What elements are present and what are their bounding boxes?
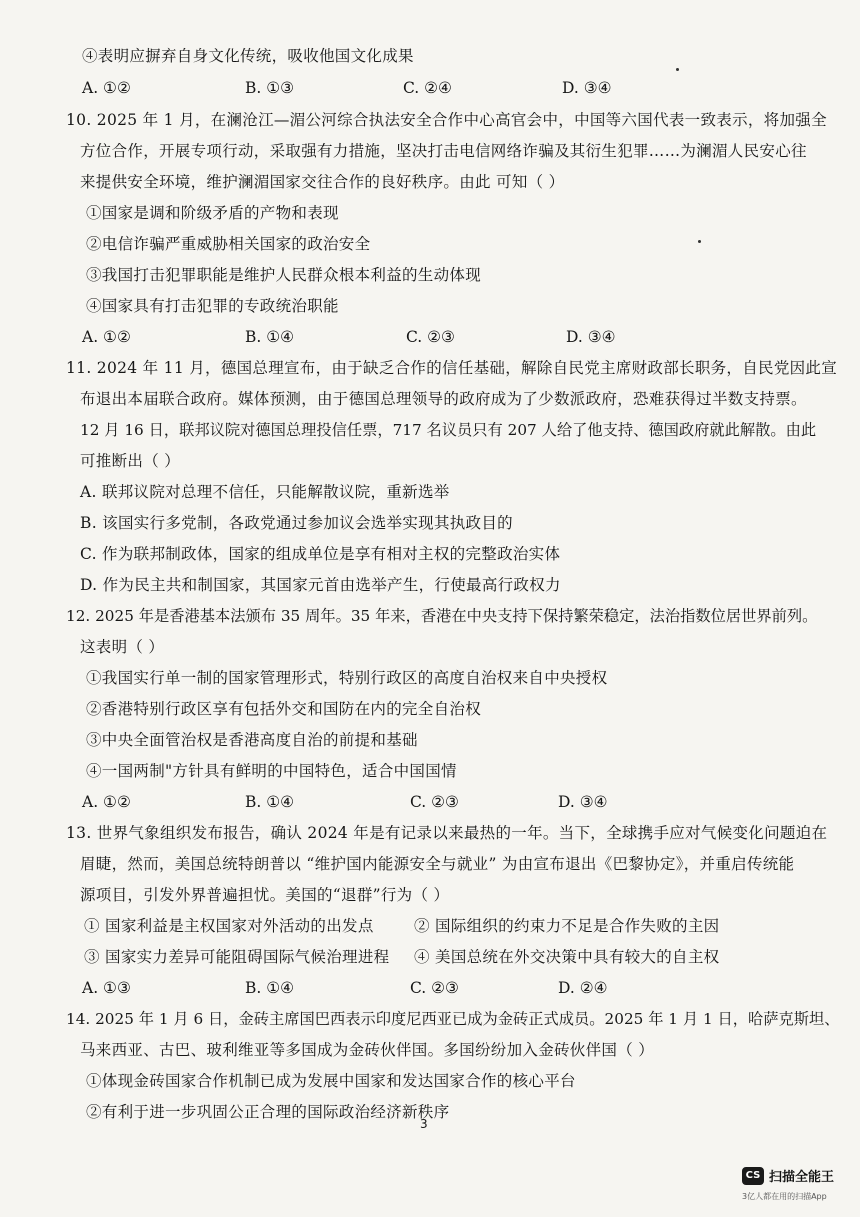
camscanner-logo-icon: CS [742, 1167, 764, 1185]
q11-option-d: D. 作为民主共和制国家，其国家元首由选举产生，行使最高行政权力 [80, 576, 561, 594]
q11-option-c: C. 作为联邦制政体，国家的组成单位是享有相对主权的完整政治实体 [80, 545, 561, 563]
q14-item-2: ②有利于进一步巩固公正合理的国际政治经济新秩序 [86, 1103, 450, 1121]
q12-option-a: A. ①② [82, 793, 131, 811]
q13-item-4: ④ 美国总统在外交决策中具有较大的自主权 [414, 948, 720, 966]
q14-stem-line-2: 马来西亚、古巴、玻利维亚等多国成为金砖伙伴国。多国纷纷加入金砖伙伴国（ ） [80, 1041, 655, 1059]
q9-option-d: D. ③④ [562, 79, 612, 97]
q13-stem-line-2: 眉睫，然而，美国总统特朗普以 “维护国内能源安全与就业” 为由宣布退出《巴黎协定》，并重启传统能 [80, 855, 795, 873]
q10-stem-line-2: 方位合作，开展专项行动，采取强有力措施，坚决打击电信网络诈骗及其衍生犯罪……为澜湄人民安心往 [80, 142, 807, 160]
q9-option-b: B. ①③ [245, 79, 295, 97]
q12-item-2: ②香港特别行政区享有包括外交和国防在内的完全自治权 [86, 700, 482, 718]
q12-stem-line-1: 12. 2025 年是香港基本法颁布 35 周年。35 年来，香港在中央支持下保持繁荣稳定，法治指数位居世界前列。 [66, 607, 818, 625]
q10-stem-line-3: 来提供安全环境，维护澜湄国家交往合作的良好秩序。由此 可知（ ） [80, 173, 565, 191]
q9-option-a: A. ①② [82, 79, 131, 97]
q11-stem-line-1: 11. 2024 年 11 月，德国总理宣布，由于缺乏合作的信任基础，解除自民党主席财政部长职务，自民党因此宣 [66, 359, 838, 377]
scan-speck [676, 68, 679, 71]
scanner-watermark [742, 1163, 842, 1207]
q10-option-a: A. ①② [82, 328, 131, 346]
scan-speck [698, 240, 701, 243]
page-number: 3 [420, 1117, 428, 1131]
q12-option-d: D. ③④ [558, 793, 608, 811]
q9-item-4: ④表明应摒弃自身文化传统，吸收他国文化成果 [82, 47, 414, 65]
q13-item-1: ① 国家利益是主权国家对外活动的出发点 [84, 917, 374, 935]
q11-stem-line-4: 可推断出（ ） [80, 452, 181, 470]
q11-option-b: B. 该国实行多党制，各政党通过参加议会选举实现其执政目的 [80, 514, 513, 532]
q14-stem-line-1: 14. 2025 年 1 月 6 日，金砖主席国巴西表示印度尼西亚已成为金砖正式成员。2025 年 1 月 1 日，哈萨克斯坦、 [66, 1010, 840, 1028]
q12-item-3: ③中央全面管治权是香港高度自治的前提和基础 [86, 731, 418, 749]
q10-item-2: ②电信诈骗严重威胁相关国家的政治安全 [86, 235, 371, 253]
q12-item-1: ①我国实行单一制的国家管理形式，特别行政区的高度自治权来自中央授权 [86, 669, 608, 687]
q13-option-a: A. ①③ [82, 979, 131, 997]
q11-option-a: A. 联邦议院对总理不信任，只能解散议院，重新选举 [80, 483, 450, 501]
q12-item-4: ④一国两制"方针具有鲜明的中国特色，适合中国国情 [86, 762, 457, 780]
q11-stem-line-3: 12 月 16 日，联邦议院对德国总理投信任票，717 名议员只有 207 人给了他支持、德国政府就此解散。由此 [80, 421, 817, 439]
q13-stem-line-1: 13. 世界气象组织发布报告，确认 2024 年是有记录以来最热的一年。当下，全球携手应对气候变化问题迫在 [66, 824, 828, 842]
q13-option-d: D. ②④ [558, 979, 608, 997]
q13-item-3: ③ 国家实力差异可能阻碍国际气候治理进程 [84, 948, 390, 966]
watermark-tagline: 3亿人都在用的扫描App [742, 1192, 827, 1201]
q13-option-b: B. ①④ [245, 979, 295, 997]
q10-option-d: D. ③④ [566, 328, 616, 346]
q10-item-3: ③我国打击犯罪职能是维护人民群众根本利益的生动体现 [86, 266, 482, 284]
q13-option-c: C. ②③ [410, 979, 459, 997]
q11-stem-line-2: 布退出本届联合政府。媒体预测，由于德国总理领导的政府成为了少数派政府，恐难获得过半数支持票。 [80, 390, 807, 408]
watermark-app-name: 扫描全能王 [769, 1170, 835, 1185]
q13-stem-line-3: 源项目，引发外界普遍担忧。美国的“退群”行为（ ） [80, 886, 450, 904]
q10-stem-line-1: 10. 2025 年 1 月，在澜沧江—湄公河综合执法安全合作中心高官会中，中国等六国代表一致表示，将加强全 [66, 111, 827, 129]
q10-option-b: B. ①④ [245, 328, 295, 346]
q13-item-2: ② 国际组织的约束力不足是合作失败的主因 [414, 917, 720, 935]
q12-stem-line-2: 这表明（ ） [80, 638, 165, 656]
q12-option-c: C. ②③ [410, 793, 459, 811]
q10-item-1: ①国家是调和阶级矛盾的产物和表现 [86, 204, 339, 222]
q10-item-4: ④国家具有打击犯罪的专政统治职能 [86, 297, 339, 315]
q9-option-c: C. ②④ [403, 79, 452, 97]
q10-option-c: C. ②③ [406, 328, 455, 346]
q14-item-1: ①体现金砖国家合作机制已成为发展中国家和发达国家合作的核心平台 [86, 1072, 576, 1090]
q12-option-b: B. ①④ [245, 793, 295, 811]
